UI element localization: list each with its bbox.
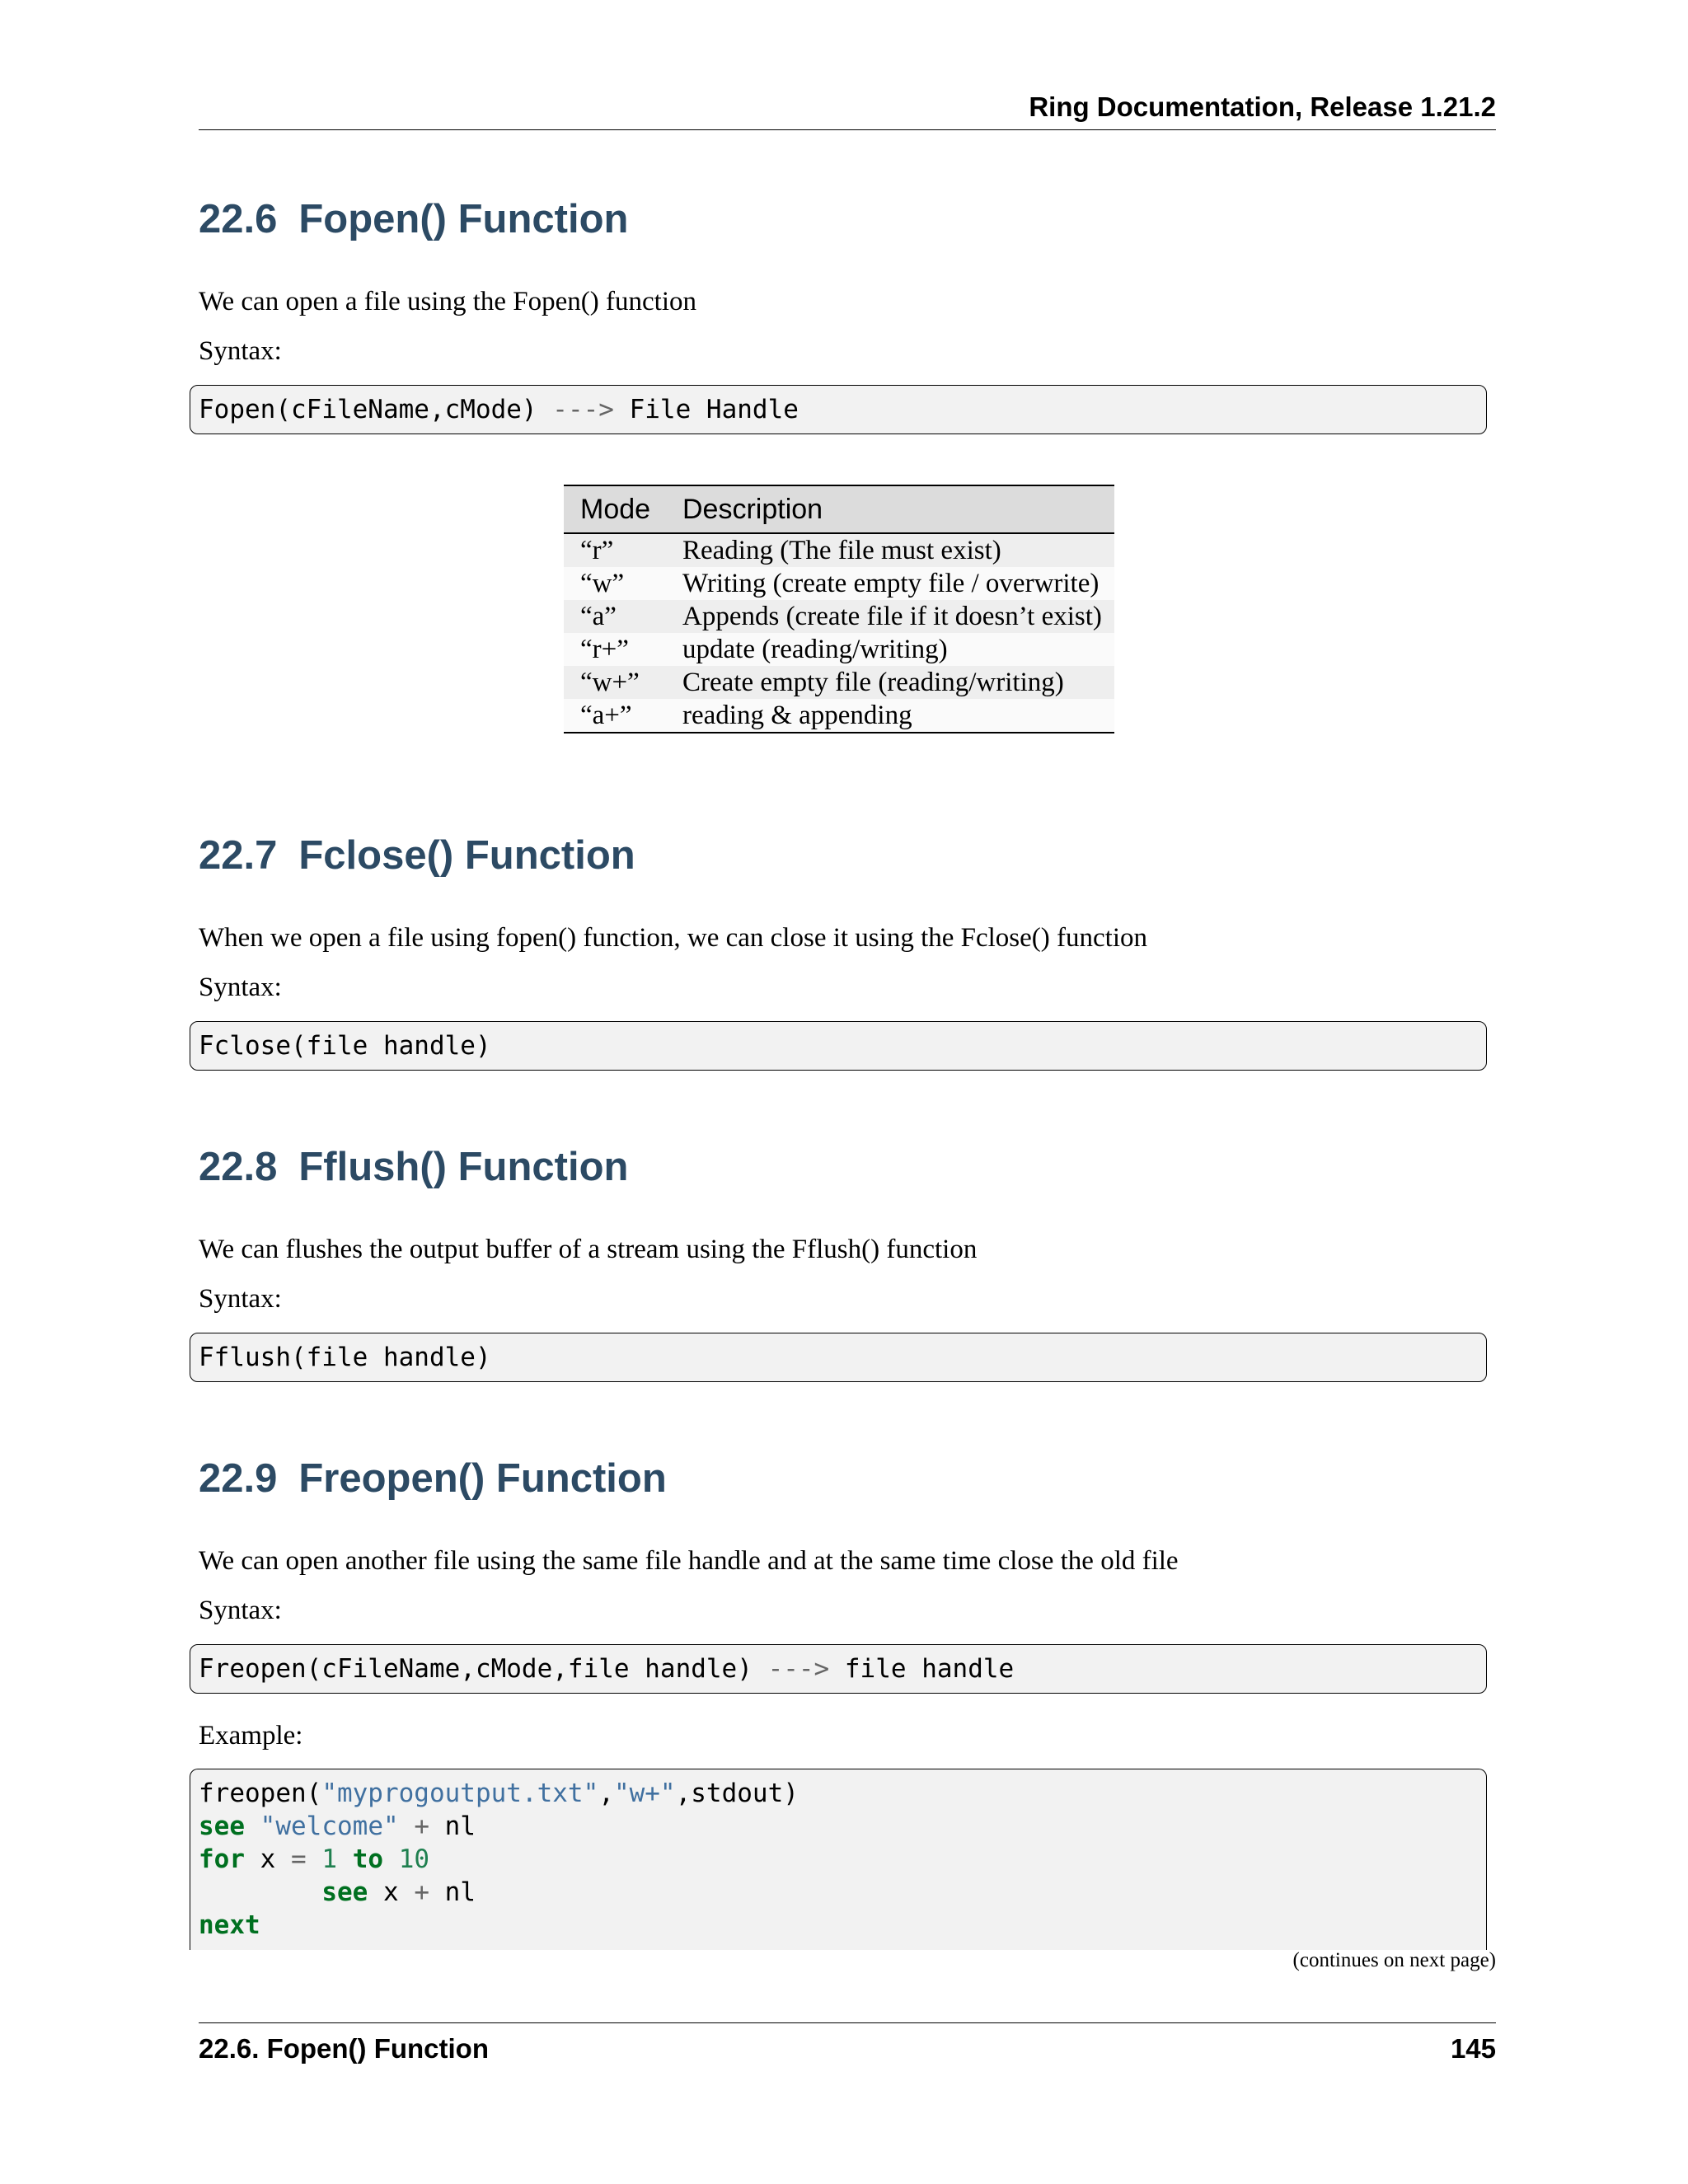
fopen-syntax-label: Syntax: <box>199 336 282 366</box>
section-number: 22.8 <box>199 1145 278 1189</box>
fclose-syntax-code: Fclose(file handle) <box>190 1021 1487 1071</box>
mode-cell: “w” <box>564 567 666 600</box>
section-heading-fflush <box>199 1142 628 1192</box>
fflush-intro: We can flushes the output buffer of a stream using the Fflush() function <box>199 1235 978 1264</box>
section-heading-fclose <box>199 831 635 880</box>
freopen-syntax-label: Syntax: <box>199 1596 282 1625</box>
table-row <box>564 600 1114 633</box>
mode-cell: “w+” <box>564 666 666 699</box>
file-mode-table <box>564 485 1114 733</box>
page-number: 145 <box>1450 2033 1496 2064</box>
fflush-syntax-label: Syntax: <box>199 1284 282 1314</box>
description-cell: update (reading/writing) <box>666 633 1114 666</box>
section-number: 22.9 <box>199 1456 278 1501</box>
column-header-mode: Mode <box>564 485 666 533</box>
section-heading-fopen <box>199 194 628 244</box>
table-row <box>564 633 1114 666</box>
section-title: Fopen() Function <box>298 197 629 241</box>
table-row <box>564 666 1114 699</box>
mode-cell: “r” <box>564 533 666 567</box>
mode-cell: “a+” <box>564 699 666 733</box>
fclose-syntax-label: Syntax: <box>199 972 282 1002</box>
description-cell: Reading (The file must exist) <box>666 533 1114 567</box>
description-cell: reading & appending <box>666 699 1114 733</box>
fopen-syntax-code: Fopen(cFileName,cMode) ---> File Handle <box>190 385 1487 434</box>
section-title: Fflush() Function <box>298 1145 629 1189</box>
freopen-example-code: freopen("myprogoutput.txt","w+",stdout) see "welcome" + nl for x = 1 to 10 see x + nl next <box>190 1769 1487 1950</box>
table-row <box>564 533 1114 567</box>
description-cell: Appends (create file if it doesn’t exist) <box>666 600 1114 633</box>
footer-divider <box>199 2022 1496 2023</box>
table-row <box>564 699 1114 733</box>
footer-section-title: 22.6. Fopen() Function <box>199 2033 489 2064</box>
section-title: Fclose() Function <box>298 833 635 878</box>
freopen-intro: We can open another file using the same file handle and at the same time close the old file <box>199 1546 1179 1576</box>
table-row <box>564 567 1114 600</box>
fflush-syntax-code: Fflush(file handle) <box>190 1333 1487 1382</box>
section-title: Freopen() Function <box>298 1456 667 1501</box>
running-header: Ring Documentation, Release 1.21.2 <box>1029 91 1496 122</box>
section-number: 22.7 <box>199 833 278 878</box>
fopen-intro: We can open a file using the Fopen() function <box>199 287 696 316</box>
freopen-syntax-code: Freopen(cFileName,cMode,file handle) ---> file handle <box>190 1644 1487 1694</box>
description-cell: Create empty file (reading/writing) <box>666 666 1114 699</box>
fclose-intro: When we open a file using fopen() function, we can close it using the Fclose() function <box>199 923 1147 953</box>
column-header-description: Description <box>666 485 1114 533</box>
mode-cell: “a” <box>564 600 666 633</box>
mode-cell: “r+” <box>564 633 666 666</box>
freopen-example-label: Example: <box>199 1721 303 1750</box>
table-header-row <box>564 485 1114 533</box>
section-number: 22.6 <box>199 197 278 241</box>
section-heading-freopen <box>199 1454 667 1503</box>
continues-note: (continues on next page) <box>1292 1949 1496 1971</box>
header-divider <box>199 129 1496 130</box>
description-cell: Writing (create empty file / overwrite) <box>666 567 1114 600</box>
